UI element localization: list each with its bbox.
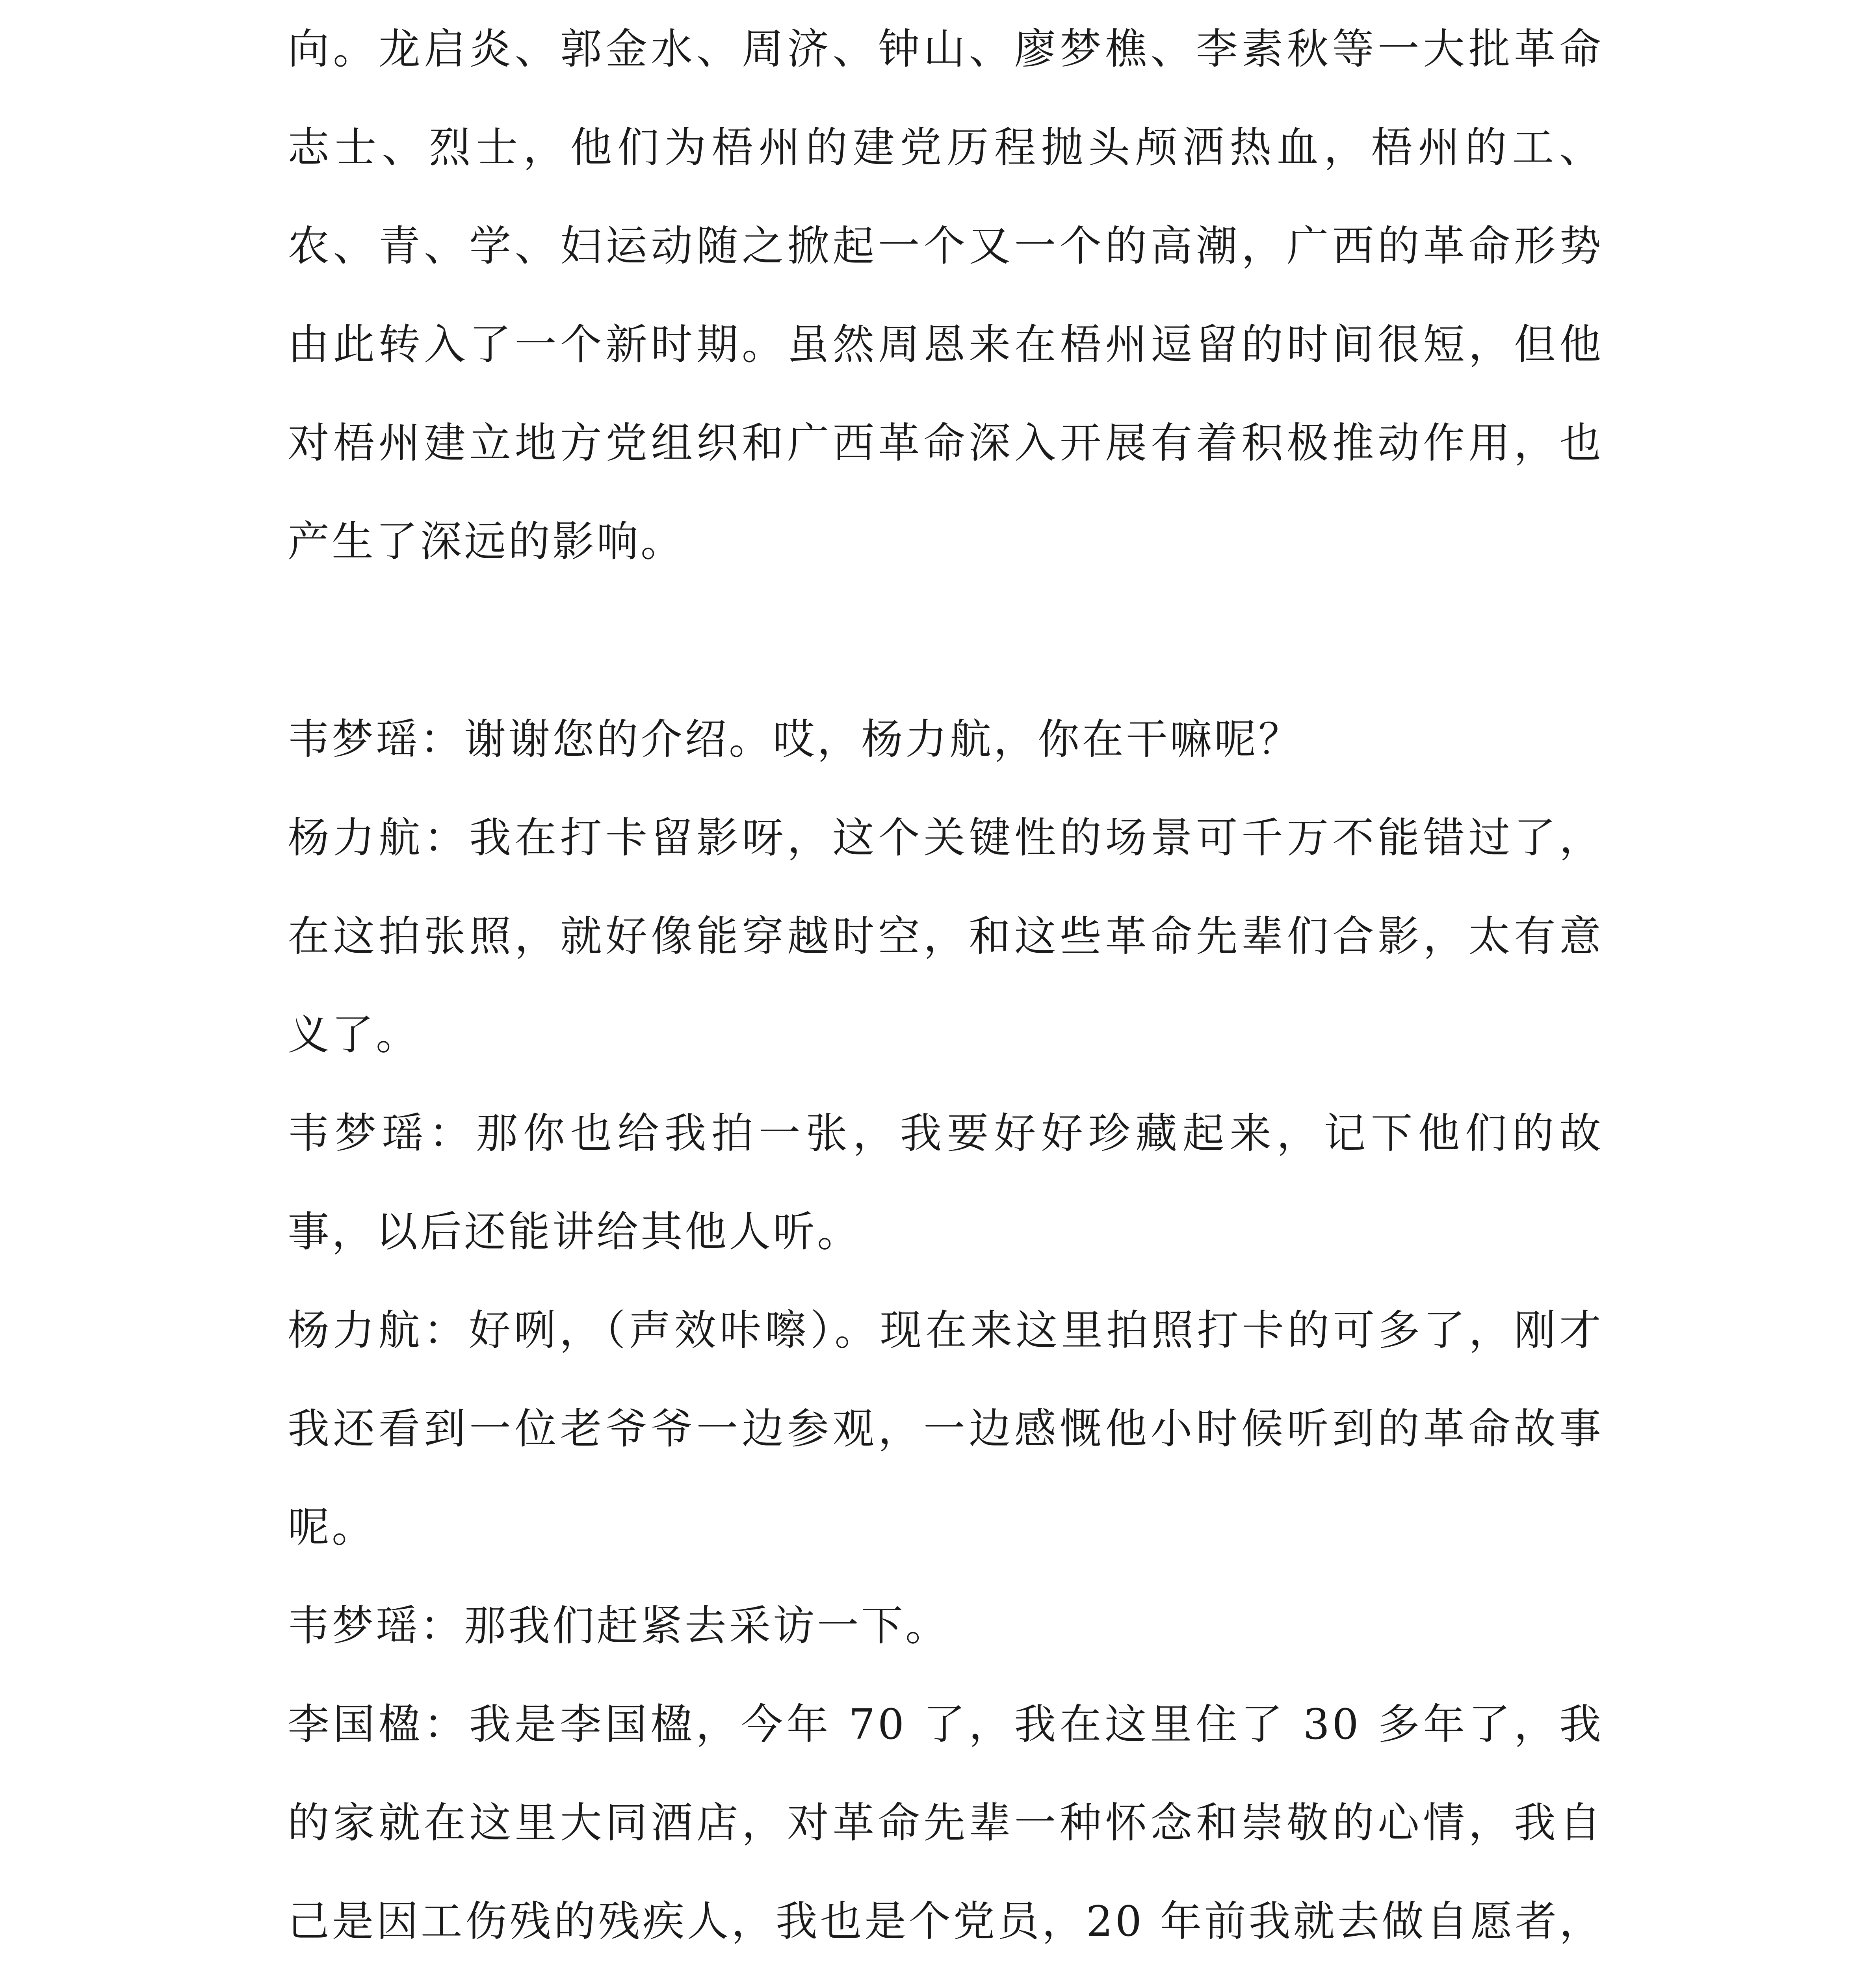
intro-text-block xyxy=(288,0,1603,591)
dialogue-line: 杨力航：我在打卡留影呀，这个关键性的场景可千万不能错过了，在这拍张照，就好像能穿越时空，和这些革命先辈们合影，太有意义了。 xyxy=(288,814,1603,1059)
dialogue-line: 韦梦瑶：那你也给我拍一张，我要好好珍藏起来，记下他们的故事，以后还能讲给其他人听。 xyxy=(288,1109,1603,1256)
dialogue-line: 李国楹：我是李国楹，今年 70 了，我在这里住了 30 多年了，我的家就在这里大同酒店，对革命先辈一种怀念和崇敬的心情，我自己是因工伤残的残疾人，我也是个党员，20 年前我就去做自愿者， xyxy=(288,1700,1603,1946)
paragraph-intro: 向。龙启炎、郭金水、周济、钟山、廖梦樵、李素秋等一大批革命志士、烈士，他们为梧州的建党历程抛头颅洒热血，梧州的工、农、青、学、妇运动随之掀起一个又一个的高潮，广西的革命形势由此转入了一个新时期。虽然周恩来在梧州逗留的时间很短，但他对梧州建立地方党组织和广西革命深入开展有着积极推动作用，也产生了深远的影响。 xyxy=(288,25,1603,566)
dialogue-line: 韦梦瑶：那我们赶紧去采访一下。 xyxy=(288,1602,949,1650)
dialogue-block xyxy=(288,690,1603,1970)
dialogue-line: 杨力航：好咧，（声效咔嚓）。现在来这里拍照打卡的可多了，刚才我还看到一位老爷爷一边参观，一边感慨他小时候听到的革命故事呢。 xyxy=(288,1306,1603,1552)
dialogue-line: 韦梦瑶：谢谢您的介绍。哎，杨力航，你在干嘛呢？ xyxy=(288,715,1302,764)
